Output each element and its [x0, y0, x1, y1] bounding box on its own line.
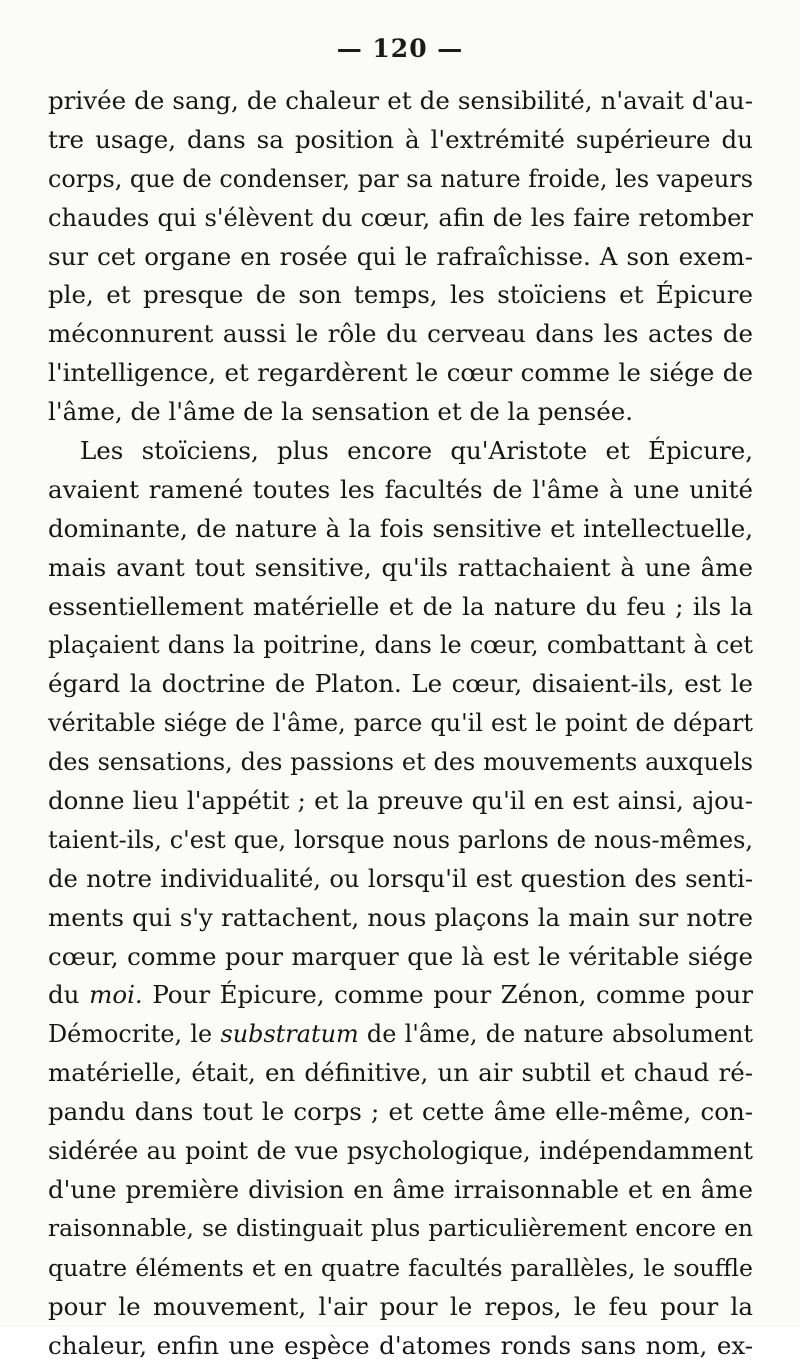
- text-line: véritable siége de l'âme, parce qu'il est le point de départ: [48, 704, 753, 743]
- text-line: de notre individualité, ou lorsqu'il est question des senti-: [48, 860, 753, 899]
- text-line: chaleur, enfin une espèce d'atomes ronds sans nom, ex-: [48, 1327, 753, 1365]
- text-line: dominante, de nature à la fois sensitive et intellectuelle,: [48, 510, 753, 549]
- text-line: [48, 1015, 753, 1054]
- text-line: ple, et presque de son temps, les stoïciens et Épicure: [48, 276, 753, 315]
- text-line: égard la doctrine de Platon. Le cœur, disaient-ils, est le: [48, 665, 753, 704]
- text-line: [48, 976, 753, 1015]
- text-line: sidérée au point de vue psychologique, indépendamment: [48, 1132, 753, 1171]
- text-line: plaçaient dans la poitrine, dans le cœur, combattant à cet: [48, 626, 753, 665]
- text-segment: Pour Épicure, comme pour Zénon, comme pour: [143, 980, 753, 1009]
- text-segment: Démocrite, le: [48, 1020, 221, 1048]
- paragraph-start-line: Les stoïciens, plus encore qu'Aristote et Épicure,: [48, 432, 753, 471]
- text-line: donne lieu l'appétit ; et la preuve qu'il en est ainsi, ajou-: [48, 782, 753, 821]
- text-line: ments qui s'y rattachent, nous plaçons la main sur notre: [48, 899, 753, 938]
- text-line: raisonnable, se distinguait plus particulièrement encore en: [48, 1210, 753, 1249]
- text-line: des sensations, des passions et des mouvements auxquels: [48, 743, 753, 782]
- text-line: corps, que de condenser, par sa nature froide, les vapeurs: [48, 160, 753, 199]
- text-line: avaient ramené toutes les facultés de l'âme à une unité: [48, 471, 753, 510]
- text-line: taient-ils, c'est que, lorsque nous parlons de nous-mêmes,: [48, 821, 753, 860]
- italic-text: moi.: [89, 980, 143, 1009]
- text-line: cœur, comme pour marquer que là est le véritable siége: [48, 938, 753, 977]
- text-segment: du: [48, 980, 89, 1009]
- text-line: pour le mouvement, l'air pour le repos, le feu pour la: [48, 1288, 753, 1327]
- text-line: sur cet organe en rosée qui le rafraîchisse. A son exem-: [48, 238, 753, 277]
- page-number: — 120 —: [0, 34, 800, 63]
- text-line: privée de sang, de chaleur et de sensibilité, n'avait d'au-: [48, 82, 753, 121]
- italic-text: substratum: [221, 1020, 359, 1048]
- text-line: essentiellement matérielle et de la nature du feu ; ils la: [48, 588, 753, 627]
- text-line: matérielle, était, en définitive, un air subtil et chaud ré-: [48, 1054, 753, 1093]
- text-line: l'intelligence, et regardèrent le cœur comme le siége de: [48, 354, 753, 393]
- text-line: chaudes qui s'élèvent du cœur, afin de les faire retomber: [48, 199, 753, 238]
- text-line: tre usage, dans sa position à l'extrémité supérieure du: [48, 121, 753, 160]
- text-segment: de l'âme, de nature absolument: [359, 1020, 753, 1048]
- paragraph-end-line: l'âme, de l'âme de la sensation et de la pensée.: [48, 393, 753, 432]
- text-line: méconnurent aussi le rôle du cerveau dans les actes de: [48, 315, 753, 354]
- text-line: quatre éléments et en quatre facultés parallèles, le souffle: [48, 1249, 753, 1288]
- text-line: pandu dans tout le corps ; et cette âme elle-même, con-: [48, 1093, 753, 1132]
- text-line: mais avant tout sensitive, qu'ils rattachaient à une âme: [48, 549, 753, 588]
- text-line: d'une première division en âme irraisonnable et en âme: [48, 1171, 753, 1210]
- body-text: [48, 82, 753, 1365]
